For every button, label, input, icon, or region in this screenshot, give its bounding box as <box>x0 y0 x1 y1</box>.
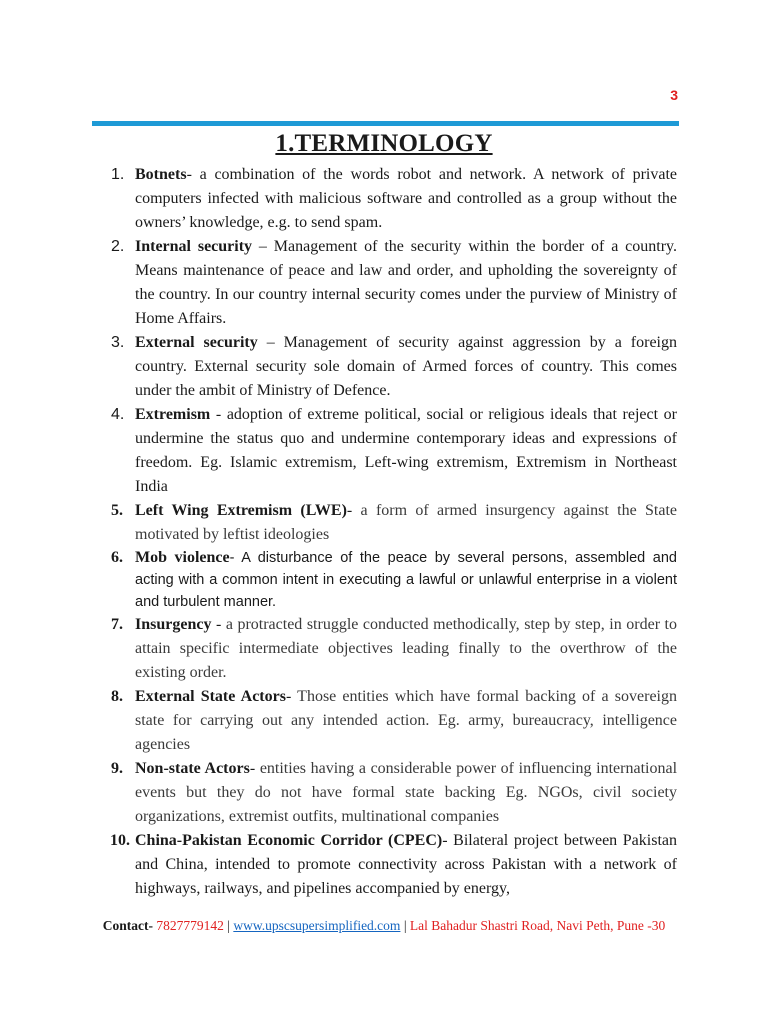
term-name: Mob violence <box>135 549 230 566</box>
term-definition: a combination of the words robot and network. A network of private computers infected with malicious software and controlled as a group without the owners’ knowledge, e.g. to send spam. <box>135 166 678 231</box>
term-name: China-Pakistan Economic Corridor (CPEC) <box>135 832 443 849</box>
term-definition: adoption of extreme political, social or religious ideals that reject or undermine the status quo and undermine contemporary ideas and expressions of freedom. Eg. Islamic extremism, Left-wing extremism, Extremism in Northeast India <box>135 406 678 495</box>
footer-separator: | <box>223 918 234 933</box>
list-item <box>95 235 677 331</box>
page-footer <box>0 918 768 934</box>
term-definition: Those entities which have formal backing of a sovereign state for carrying out any intended action. Eg. army, bureaucracy, intelligence agencies <box>135 688 678 753</box>
term-definition: entities having a considerable power of influencing international events but they do not have formal state backing Eg. NGOs, civil society organizations, extremist outfits, multinational companies <box>135 760 678 825</box>
term-name: Left Wing Extremism (LWE) <box>135 502 347 519</box>
term-definition: Bilateral project between Pakistan and China, intended to promote connectivity across Pakistan with a network of highways, railways, and pipelines accompanied by energy, <box>135 832 677 897</box>
term-separator: - <box>229 550 242 566</box>
item-number: 2. <box>111 238 125 255</box>
term-definition: Management of the security within the border of a country. Means maintenance of peace and law and order, and upholding the sovereignty of the country. In our country internal security comes under the purview of Ministry of Home Affairs. <box>135 238 677 327</box>
list-item <box>95 499 677 547</box>
terminology-list <box>95 163 677 901</box>
term-separator: – <box>257 334 284 351</box>
term-name: Extremism <box>135 406 211 423</box>
website-link[interactable]: www.upscsupersimplified.com <box>233 918 401 933</box>
contact-label: Contact- <box>102 918 153 933</box>
page-number: 3 <box>670 87 678 103</box>
term-definition: a protracted struggle conducted methodically, step by step, in order to attain specific intermediate objectives leading finally to the overthrow of the existing order. <box>135 616 677 681</box>
contact-phone: 7827779142 <box>153 918 224 933</box>
term-name: Non-state Actors <box>135 760 250 777</box>
contact-address: Lal Bahadur Shastri Road, Navi Peth, Pune -30 <box>409 918 666 933</box>
term-definition: a form of armed insurgency against the State motivated by leftist ideologies <box>135 502 678 543</box>
term-definition: Management of security against aggression by a foreign country. External security sole domain of Armed forces of country. This comes under the ambit of Ministry of Defence. <box>135 334 677 399</box>
term-separator: - <box>346 502 361 519</box>
term-name: External security <box>135 334 258 351</box>
list-item <box>95 403 677 499</box>
term-separator: - <box>186 166 200 183</box>
item-number: 8. <box>111 688 123 705</box>
item-number: 5. <box>111 502 123 519</box>
footer-separator: | <box>400 918 410 933</box>
list-item <box>95 829 677 901</box>
item-number: 9. <box>111 760 123 777</box>
term-name: Insurgency <box>135 616 212 633</box>
term-name: Botnets <box>135 166 187 183</box>
list-item <box>95 757 677 829</box>
list-item <box>95 613 677 685</box>
page-title: 1.TERMINOLOGY <box>275 130 493 157</box>
item-number: 3. <box>111 334 125 351</box>
term-separator: - <box>442 832 454 849</box>
list-item <box>95 685 677 757</box>
term-separator: - <box>285 688 298 705</box>
list-item <box>95 331 677 403</box>
term-separator: - <box>210 406 227 423</box>
item-number: 10. <box>110 832 130 849</box>
term-separator: – <box>252 238 274 255</box>
item-number: 6. <box>111 549 123 566</box>
item-number: 7. <box>111 616 123 633</box>
item-number: 1. <box>111 166 125 183</box>
item-number: 4. <box>111 406 125 423</box>
term-separator: - <box>211 616 226 633</box>
term-name: Internal security <box>135 238 253 255</box>
term-definition: A disturbance of the peace by several persons, assembled and acting with a common intent in executing a lawful or unlawful enterprise in a violent and turbulent manner. <box>135 550 677 610</box>
term-separator: - <box>249 760 260 777</box>
header-rule <box>92 121 679 126</box>
list-item <box>95 163 677 235</box>
list-item <box>95 547 677 613</box>
term-name: External State Actors <box>135 688 286 705</box>
